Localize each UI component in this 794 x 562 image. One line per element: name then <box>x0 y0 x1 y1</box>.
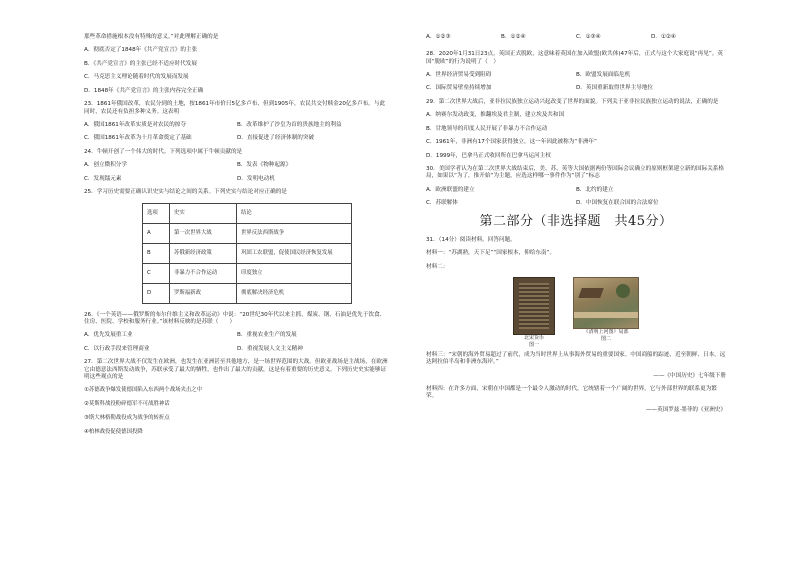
material-4-citation: ——英国罗兹·墨菲的《亚洲史》 <box>645 406 726 413</box>
q26-option-a: A．优先发展重工业 <box>84 332 133 339</box>
q23-option-b: B．改革维护了沙皇为首的贵族地主的利益 <box>237 121 342 128</box>
q23-options-row2 <box>84 135 390 142</box>
q22-option-d: D．1848年《共产党宣言》的主张内容完全正确 <box>84 87 204 94</box>
figure-2-label: 图二 <box>600 335 611 342</box>
left-column <box>84 34 390 443</box>
material-3-citation: ——《中国历史》七年级下册 <box>653 372 726 379</box>
table-cell: 印度独立 <box>237 263 352 283</box>
table-row <box>143 263 352 283</box>
q30-options-row2 <box>426 200 726 207</box>
table-cell: A <box>143 223 170 243</box>
q26-option-d: D．重视发展人文主义精神 <box>237 345 303 352</box>
q31-stem: 31．（14分）阅读材料，回答问题。 <box>426 236 516 243</box>
figures <box>426 277 726 348</box>
q28-option-d: D．英国重新取得世界主导地位 <box>576 85 654 92</box>
song-coin-image <box>513 277 555 335</box>
q27-stem: 27．第二次世界大战不仅发生在欧洲，也发生在亚洲甚至其他地方，是一场世界范围的大战。但欧亚战场是主战场，在欧洲它由德意法西斯发动战争，苏联承受了最大的牺牲，也作出了最大的贡献，这是有着重要的历史意义。下列历史史实能够证明这些观点的是 <box>84 359 388 380</box>
q27-item-1: ①苏德战争爆发使德国陷入东西两个战场夹击之中 <box>84 387 203 394</box>
figure-2 <box>573 277 639 348</box>
q24-option-b: B．发表《物种起源》 <box>237 162 292 169</box>
q28-option-b: B．欧盟发展面临危机 <box>576 71 631 78</box>
q27-options <box>426 34 726 41</box>
q27-option-c: C．①③④ <box>576 34 601 40</box>
table-cell: 罗斯福新政 <box>170 283 237 303</box>
q30-option-c: C．苏联解体 <box>426 200 458 207</box>
figure-1 <box>513 277 555 348</box>
table-header-row <box>143 203 352 223</box>
q26-stem: 26．《一个英语——俄罗斯的布尔什维主义和改革运动》中说：“20世纪30年代以来主抓，煤炭、钢、石油是优先于饮食、住房、医院、学校和服务行业。”该材料反映的是苏联（ ） <box>84 311 386 325</box>
q28-options-row1 <box>426 72 726 79</box>
material-1: 材料一：“苏湖熟，天下足”“国家根本，仰给东南”。 <box>426 250 556 257</box>
q27-option-d: D．①②④ <box>651 34 676 40</box>
table-cell: C <box>143 263 170 283</box>
q27-option-b: B．①②④ <box>501 34 526 40</box>
q30-option-b: B．北约的建立 <box>576 186 614 193</box>
q22-option-b: B．《共产党宣言》的主张已经不适应时代发展 <box>84 60 197 67</box>
q23-option-d: D．直接促进了经济体制的突破 <box>237 135 315 142</box>
q24-options-row2 <box>84 176 390 183</box>
material-2-label: 材料二： <box>426 263 449 270</box>
table-cell: 非暴力不合作运动 <box>170 263 237 283</box>
q29-stem: 29．第二次世界大战后，亚非拉民族独立运动兴起改变了世界的面貌。下列关于亚非拉民族独立运动的说法，正确的是 <box>426 98 719 105</box>
q30-option-a: A．欧洲联盟的建立 <box>426 186 475 193</box>
table-cell: 第一次世界大战 <box>170 223 237 243</box>
q24-option-d: D．发明电动机 <box>237 175 275 182</box>
section-title: 第二部分（非选择题 共45分） <box>479 213 673 229</box>
q30-stem: 30．美国学者认为在第二次世界大战结束后，美、苏、英等大国依据两份等国际会议确立的原则框架建立新的国际关系格局，如果以“为了，推开始”为主题，应选这样哪一事件作为“别了”标志 <box>426 166 724 180</box>
q24-stem: 24．牛顿开创了一个伟大的时代。下列选项中属于牛顿贡献的是 <box>84 148 243 155</box>
q27-item-4: ④柏林战役促使德国投降 <box>84 429 143 436</box>
qingming-painting-image <box>573 277 639 329</box>
q22-option-c: C．马克思主义理论随着时代的发展而发展 <box>84 74 189 81</box>
q24-option-c: C．发现镭元素 <box>84 175 122 182</box>
figure-2-caption: 《清明上河图》局部 <box>583 329 629 336</box>
table-cell: D <box>143 283 170 303</box>
figure-1-label: 图一 <box>528 341 539 348</box>
q23-option-a: A．俄国1861年改革实质是对农民的掠夺 <box>84 121 186 128</box>
q22-option-a: A．彻底否定了1848年《共产党宣言》的主张 <box>84 47 198 54</box>
q26-options-row1 <box>84 332 390 339</box>
q30-options-row1 <box>426 187 726 194</box>
material-3: 材料三：“宋朝的海外贸易超过了前代，成为当时世界上从事海外贸易的重要国家。中国商船的踪迹，近至朝鲜、日本，远达阿拉伯半岛和非洲东海岸。” <box>426 352 726 366</box>
q24-options-row1 <box>84 162 390 169</box>
table-row <box>143 283 352 303</box>
q27-item-2: ②莫斯科战役粉碎德军不可战胜神话 <box>84 401 170 408</box>
table-header-cell: 选项 <box>143 203 170 223</box>
table-row <box>143 223 352 243</box>
q27-item-3: ③斯大林格勒战役成为战争的转折点 <box>84 415 170 422</box>
figure-1-caption: 北宋货币 <box>523 335 544 342</box>
table-header-cell: 史实 <box>170 203 237 223</box>
q28-stem: 28．2020年1月31日23点，英国正式脱欧，这意味着英国在加入欧盟(欧共体)47年后，正式与这个大家庭说“再见”。英国“脱欧”的行为说明了（ ） <box>426 51 723 65</box>
table-row <box>143 243 352 263</box>
table-header-cell: 结论 <box>237 203 352 223</box>
q29-option-a: A．纳赛尔发动政变，推翻埃及君主制，建立埃及共和国 <box>426 112 565 119</box>
table-cell: 彻底解决经济危机 <box>237 283 352 303</box>
table-cell: 巩固工农联盟，促使国民经济恢复发展 <box>237 243 352 263</box>
q25-stem: 25．学习历史需要正确认识史实与结论之间的关系。下列史实与结论对应正确的是 <box>84 189 287 196</box>
table-cell: 世界反法西斯战争 <box>237 223 352 243</box>
q28-option-a: A．世界经济贸易受到阻碍 <box>426 71 492 78</box>
q29-option-c: C．1961年，非洲有17个国家获得独立，这一年因此被称为“非洲年” <box>426 139 597 146</box>
right-column <box>426 34 726 420</box>
q30-option-d: D．中国恢复在联合国的合法席位 <box>576 200 659 207</box>
table-cell: 苏俄新经济政策 <box>170 243 237 263</box>
q24-option-a: A．创立微积分学 <box>84 162 127 169</box>
q25-table <box>142 203 352 304</box>
q23-option-c: C．俄国1861年改革为十月革命奠定了基础 <box>84 135 192 142</box>
q28-options-row2 <box>426 85 726 92</box>
q26-option-c: C．以行政手段来管理商业 <box>84 345 150 352</box>
material-4: 材料四：在许多方面，宋朝在中国都是一个最令人激动的时代，它统辖着一个广阔的世界，它与外部世界的联系更为繁荣。 <box>426 386 717 400</box>
q28-option-c: C．国际贸易壁垒持续增加 <box>426 85 492 92</box>
q23-options-row1 <box>84 122 390 129</box>
q23-stem: 23．1861年俄国改革，农民分到的土地，按1861年市价只5亿多卢布，但到1905年，农民共交付赎金20亿多卢布。与此同时，农民还有负担多种义务。这表明 <box>84 101 386 115</box>
q26-option-b: B．重视农业生产的发展 <box>237 332 297 339</box>
q27-option-a: A．①②③ <box>426 34 451 40</box>
table-cell: B <box>143 243 170 263</box>
q26-options-row2 <box>84 346 390 353</box>
q22-stem-end: 那些革命措施根本没有特殊的意义。”对此理解正确的是 <box>84 34 219 40</box>
q29-option-b: B．甘地领导的印度人民开展了非暴力不合作运动 <box>426 125 548 132</box>
q29-option-d: D．1999年，巴拿马正式收回所在巴拿马运河主权 <box>426 152 551 159</box>
